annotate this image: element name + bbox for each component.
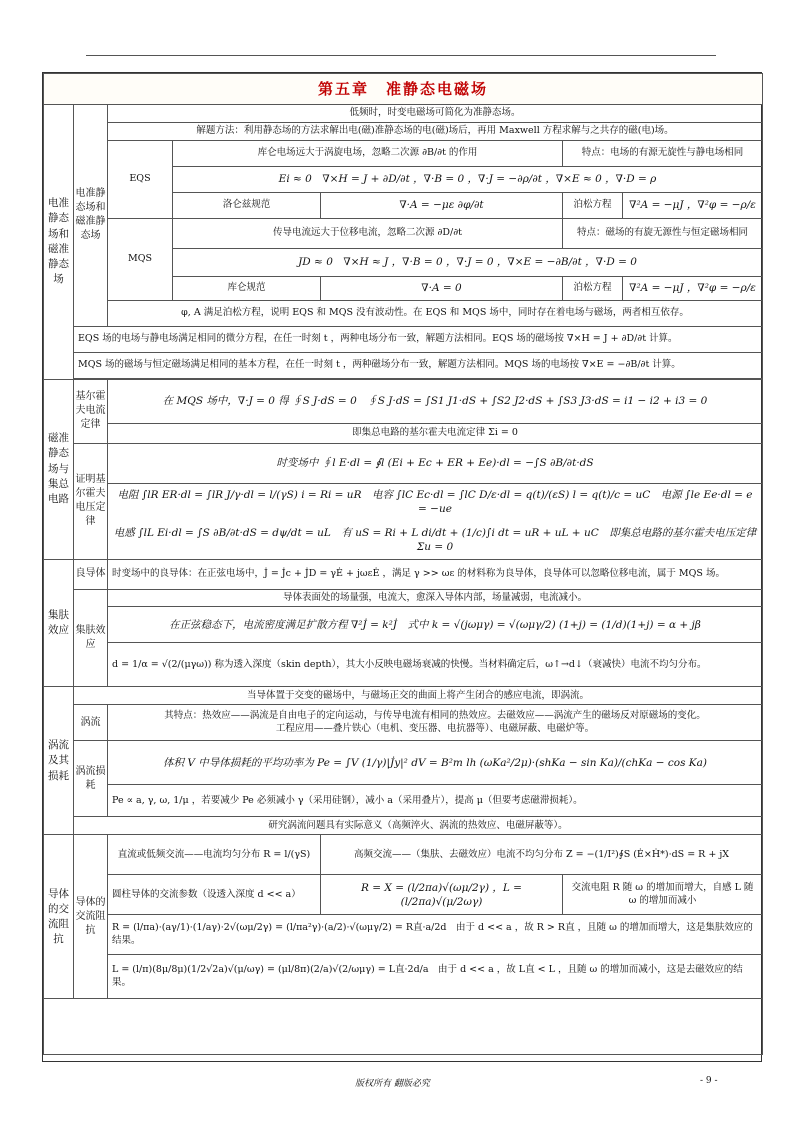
eddy-loss-label: 涡流损耗 bbox=[74, 741, 108, 817]
eqs-poisson-label: 泊松方程 bbox=[563, 192, 623, 218]
section-mqs-circuit-label: 磁准静态场与集总电路 bbox=[44, 379, 74, 559]
section-ac-impedance-label: 导体的交流阻抗 bbox=[44, 835, 74, 999]
quasistatic-intro: 低频时，时变电磁场可简化为准静态场。 bbox=[108, 105, 763, 123]
eddy-features bbox=[108, 705, 763, 741]
eqs-gauge-label: 洛仑兹规范 bbox=[173, 192, 321, 218]
mqs-poisson-label: 泊松方程 bbox=[563, 276, 623, 300]
mqs-label: MQS bbox=[108, 218, 173, 300]
kvl-label: 证明基尔霍夫电压定律 bbox=[74, 443, 108, 559]
mqs-feature: 特点：磁场的有旋无源性与恒定磁场相同 bbox=[563, 218, 763, 248]
inductance-derivation: L = (l/π)(8μ/8μ)(1/2√2a)√(μ/ωγ) = (μl/8π)(2/a)√(2/ωμγ) = L直·2d/a 由于 d << a ，故 L直 < L ，且随 ω 的增加而减小，这是去磁效应的结果。 bbox=[108, 955, 763, 999]
section-skin-effect-label: 集肤效应 bbox=[44, 559, 74, 687]
section-quasistatic-sublabel: 电准静态场和磁准静态场 bbox=[74, 105, 108, 327]
kvl-equation-1: 时变场中 ∮l E·dl = ∮l (Ei + Ec + ER + Ee)·dl = −∫S ∂B/∂t·dS bbox=[108, 443, 763, 483]
kvl-equations-2-3 bbox=[108, 483, 763, 559]
eqs-condition: 库仑电场远大于涡旋电场，忽略二次源 ∂B/∂t 的作用 bbox=[173, 140, 563, 166]
kcl-result: 即集总电路的基尔霍夫电流定律 Σi = 0 bbox=[108, 423, 763, 443]
eqs-label: EQS bbox=[108, 140, 173, 218]
resistance-derivation: R = (l/πa)·(aγ/1)·(1/aγ)·2√(ωμ/2γ) = (l/πa²γ)·(a/2)·√(ωμγ/2) = R直·a/2d 由于 d << a ，故 R > R直 ，且随 ω 的增加而增大，这是集肤效应的结果。 bbox=[108, 915, 763, 955]
cylinder-params-label: 圆柱导体的交流参数（设透入深度 d << a） bbox=[108, 875, 321, 915]
skin-effect-intro: 导体表面处的场量强，电流大，愈深入导体内部，场量减弱，电流减小。 bbox=[108, 589, 763, 607]
mqs-poisson: ∇²A = −μJ ，∇²φ = −ρ/ε bbox=[623, 276, 763, 300]
skin-diffusion-equation: 在正弦稳态下，电流密度满足扩散方程 ∇²J̇ = k²J̇ 式中 k = √(jωμγ) = √(ωμγ/2) (1+j) = (1/d)(1+j) = α + jβ bbox=[108, 607, 763, 643]
hf-impedance: 高频交流——（集肤、去磁效应）电流不均匀分布 Z = −(1/I²)∮S (Ė×Ḣ*)·dS = R + jX bbox=[321, 835, 763, 875]
kvl-equation-3: 电感 ∫lL Ei·dl = ∫S ∂B/∂t·dS = dψ/dt = uL 有 uS = Ri + L di/dt + (1/c)∫i dt = uR + uL + uC 即集总电路的基尔霍夫电压定律 Σu = 0 bbox=[113, 527, 757, 554]
eqs-gauge: ∇·A = −με ∂φ/∂t bbox=[321, 192, 563, 218]
quasistatic-note-1: φ, A 满足泊松方程，说明 EQS 和 MQS 没有波动性。在 EQS 和 MQS 场中，同时存在着电场与磁场，两者相互依存。 bbox=[108, 300, 763, 326]
quasistatic-method: 解题方法：利用静态场的方法求解出电(磁)准静态场的电(磁)场后，再用 Maxwell 方程求解与之共存的磁(电)场。 bbox=[108, 122, 763, 140]
eddy-intro: 当导体置于交变的磁场中，与磁场正交的曲面上将产生闭合的感应电流，即涡流。 bbox=[74, 687, 763, 705]
section-quasistatic-label: 电准静态场和磁准静态场 bbox=[44, 105, 74, 380]
ac-impedance-sublabel: 导体的交流阻抗 bbox=[74, 835, 108, 999]
kcl-label: 基尔霍夫电流定律 bbox=[74, 379, 108, 443]
header-rule bbox=[86, 55, 716, 56]
chapter-title: 第五章 准静态电磁场 bbox=[44, 74, 763, 105]
mqs-gauge-label: 库仑规范 bbox=[173, 276, 321, 300]
skin-effect-sublabel: 集肤效应 bbox=[74, 589, 108, 687]
cylinder-params-note: 交流电阻 R 随 ω 的增加而增大，自感 L 随 ω 的增加而减小 bbox=[563, 875, 763, 915]
mqs-condition: 传导电流远大于位移电流，忽略二次源 ∂D/∂t bbox=[173, 218, 563, 248]
summary-table bbox=[43, 73, 763, 1055]
eddy-loss-equation: 体积 V 中导体损耗的平均功率为 Pe = ∫V (1/γ)|J̇y|² dV = B²m lh (ωKa²/2μ)·(shKa − sin Ka)/(chKa − cos Ka) bbox=[108, 741, 763, 785]
good-conductor-text: 时变场中的良导体：在正弦电场中，J̇ = J̇c + J̇D = γĖ + jωεĖ ，满足 γ >> ωε 的材料称为良导体，良导体可以忽略位移电流，属于 MQS 场。 bbox=[108, 559, 763, 589]
eddy-features-line-2: 工程应用——叠片铁心（电机、变压器、电抗器等）、电磁屏蔽、电磁炉等。 bbox=[275, 722, 595, 734]
mqs-gauge: ∇·A = 0 bbox=[321, 276, 563, 300]
footer-page-number: - 9 - bbox=[700, 1076, 718, 1086]
eddy-features-line-1: 其特点：热效应——涡流是自由电子的定向运动，与传导电流有相同的热效应。去磁效应——涡流产生的磁场反对原磁场的变化。 bbox=[164, 710, 706, 722]
eqs-equations: Ei ≈ 0 ∇×H = J + ∂D/∂t ，∇·B = 0 ，∇·J = −∂ρ/∂t ，∇×E ≈ 0 ，∇·D = ρ bbox=[173, 166, 763, 192]
eqs-poisson: ∇²A = −μJ ，∇²φ = −ρ/ε bbox=[623, 192, 763, 218]
section-eddy-label: 涡流及其损耗 bbox=[44, 687, 74, 835]
good-conductor-label: 良导体 bbox=[74, 559, 108, 589]
eqs-feature: 特点：电场的有源无旋性与静电场相同 bbox=[563, 140, 763, 166]
skin-depth-text: d = 1/α = √(2/(μγω)) 称为透入深度（skin depth），其大小反映电磁场衰减的快慢。当材料确定后，ω↑→d↓（衰减快）电流不均匀分布。 bbox=[108, 643, 763, 687]
kcl-equation: 在 MQS 场中，∇·J = 0 得 ∮S J·dS = 0 ∮S J·dS = ∫S1 J1·dS + ∫S2 J2·dS + ∫S3 J3·dS = i1 − i2 + i3 = 0 bbox=[108, 379, 763, 423]
kvl-equation-2: 电阻 ∫lR ER·dl = ∫lR J/γ·dl = l/(γS) i = Ri = uR 电容 ∫lC Ec·dl = ∫lC D/ε·dl = q(t)/(εS) l = q(t)/c = uC 电源 ∫le Ee·dl = e = −ue bbox=[117, 488, 753, 515]
eddy-outro: 研究涡流问题具有实际意义（高频淬火、涡流的热效应、电磁屏蔽等）。 bbox=[74, 817, 763, 835]
quasistatic-note-2: EQS 场的电场与静电场满足相同的微分方程，在任一时刻 t ，两种电场分布一致，解题方法相同。EQS 场的磁场按 ∇×H = J + ∂D/∂t 计算。 bbox=[74, 326, 763, 352]
quasistatic-note-3: MQS 场的磁场与恒定磁场满足相同的基本方程，在任一时刻 t ，两种磁场分布一致，解题方法相同。MQS 场的电场按 ∇×E = −∂B/∂t 计算。 bbox=[74, 352, 763, 378]
cylinder-params-equation: R = X = (l/2πa)√(ωμ/2γ) ，L = (l/2πa)√(μ/2ωγ) bbox=[321, 875, 563, 915]
chapter-summary-table bbox=[42, 72, 762, 1062]
mqs-equations: JD ≈ 0 ∇×H ≈ J ，∇·B = 0 ，∇·J = 0 ，∇×E = −∂B/∂t ，∇·D = 0 bbox=[173, 248, 763, 276]
dc-resistance: 直流或低频交流——电流均匀分布 R = l/(γS) bbox=[108, 835, 321, 875]
eddy-loss-text: Pe ∝ a, γ, ω, 1/μ ，若要减少 Pe 必须减小 γ（采用硅钢），减小 a（采用叠片），提高 μ（但要考虑磁滞损耗）。 bbox=[108, 785, 763, 817]
eddy-sublabel: 涡流 bbox=[74, 705, 108, 741]
footer-copyright: 版权所有 翻版必究 bbox=[355, 1079, 430, 1089]
blank-row bbox=[44, 999, 763, 1055]
